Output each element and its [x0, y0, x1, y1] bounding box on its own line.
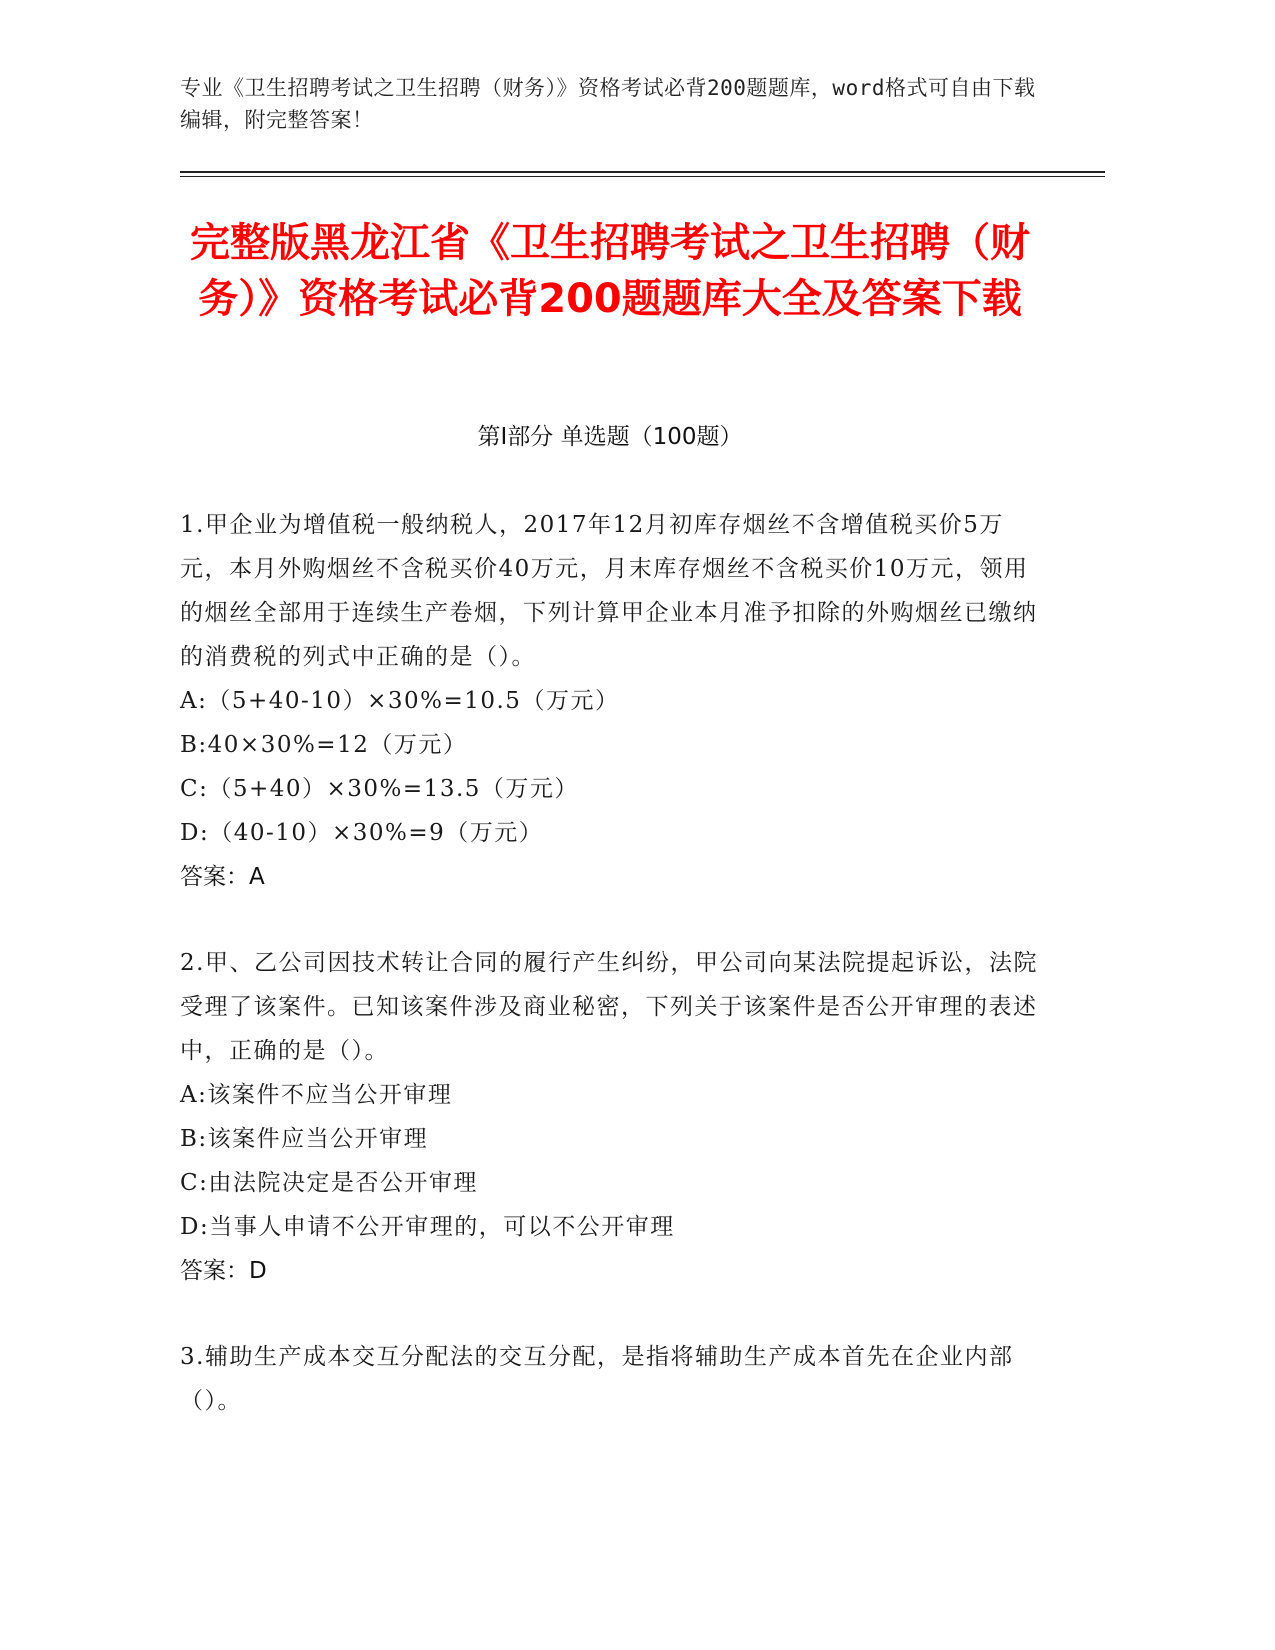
option-c: C:（5+40）×30%=13.5（万元） [180, 776, 579, 802]
question-1 [180, 503, 1040, 899]
question-2 [180, 941, 1040, 1293]
section-title: 第Ⅰ部分 单选题（100题） [477, 424, 743, 450]
answer-label: 答案：A [180, 864, 265, 890]
question-stem: 3.辅助生产成本交互分配法的交互分配，是指将辅助生产成本首先在企业内部（）。 [180, 1344, 1014, 1414]
question-stem: 1.甲企业为增值税一般纳税人，2017年12月初库存烟丝不含增值税买价5万元，本月外购烟丝不含税买价40万元，月末库存烟丝不含税买价10万元，领用的烟丝全部用于连续生产卷烟，下列计算甲企业本月准予扣除的外购烟丝已缴纳的消费税的列式中正确的是（）。 [180, 512, 1038, 670]
option-a: A:该案件不应当公开审理 [180, 1082, 453, 1108]
question-3 [180, 1335, 1040, 1423]
header-divider-thin [180, 176, 1105, 177]
header-note: 专业《卫生招聘考试之卫生招聘（财务）》资格考试必背200题题库，word格式可自由下载编辑，附完整答案！ [180, 76, 1036, 132]
option-a: A:（5+40-10）×30%=10.5（万元） [180, 688, 620, 714]
document-title: 完整版黑龙江省《卫生招聘考试之卫生招聘（财务）》资格考试必背200题题库大全及答案下载 [190, 220, 1030, 322]
option-d: D:（40-10）×30%=9（万元） [180, 820, 544, 846]
option-b: B:该案件应当公开审理 [180, 1126, 429, 1152]
question-list [180, 503, 1040, 1465]
header-divider-thick [180, 171, 1105, 173]
question-stem: 2.甲、乙公司因技术转让合同的履行产生纠纷，甲公司向某法院提起诉讼，法院受理了该案件。已知该案件涉及商业秘密，下列关于该案件是否公开审理的表述中，正确的是（）。 [180, 950, 1038, 1064]
option-b: B:40×30%=12（万元） [180, 732, 468, 758]
option-c: C:由法院决定是否公开审理 [180, 1170, 478, 1196]
answer-label: 答案：D [180, 1258, 267, 1284]
option-d: D:当事人申请不公开审理的，可以不公开审理 [180, 1214, 675, 1240]
